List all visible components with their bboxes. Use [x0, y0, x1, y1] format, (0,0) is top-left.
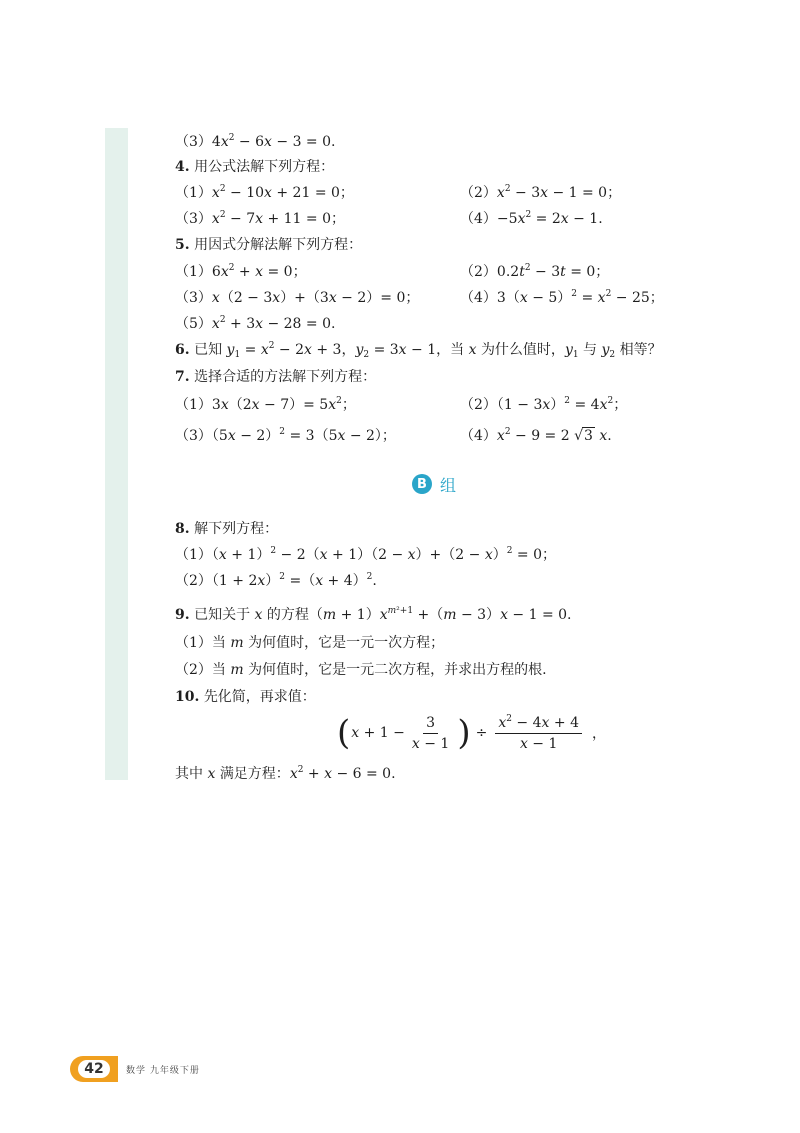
problem-4-heading	[175, 158, 334, 176]
page-number-badge	[70, 1056, 118, 1082]
problem-title: 用因式分解法解下列方程：	[194, 237, 363, 253]
problem-number: 9.	[175, 607, 190, 623]
problem-text: ，当	[436, 342, 465, 358]
problem-7-item-4: $(4)x^2 - 9 = 2$ √3 x.	[460, 427, 612, 444]
problem-9: 9. 已知关于 x 的方程$(m + 1)x^{m^2+1} +(m - 3)x - 1 = 0$.	[175, 606, 572, 623]
item-text: 为何值时，它是一元一次方程；	[248, 635, 445, 651]
problem-number: 8.	[175, 521, 190, 537]
problem-text: 的方程	[266, 607, 309, 623]
problem-title: 先化简，再求值：	[203, 689, 316, 705]
problem-number: 10.	[175, 689, 200, 705]
problem-5-item-2: $(2)0.2t^2 - 3t = 0$；	[460, 263, 610, 280]
problem-text: 相等？	[619, 342, 662, 358]
item-label: （2）	[460, 264, 497, 280]
problem-9-item-1: （1）当 m 为何值时，它是一元一次方程；	[175, 635, 445, 651]
item-label: （4）	[460, 290, 497, 306]
problem-10-condition: 其中 x 满足方程：$x^2 + x - 6 = 0$.	[175, 765, 396, 782]
item-label: （4）	[460, 428, 497, 444]
problem-5-heading	[175, 236, 362, 254]
problem-title: 选择合适的方法解下列方程：	[194, 369, 377, 385]
problem-text: 其中	[175, 766, 203, 782]
problem-title: 用公式法解下列方程：	[194, 159, 335, 175]
item-label: （3）	[175, 211, 212, 227]
problem-10-heading	[175, 688, 316, 706]
item-label: （3）	[175, 290, 212, 306]
problem-8-item-2: $(2)(1 + 2x)^2 =(x + 4)^2$.	[175, 572, 377, 589]
problem-5-item-4: $(4)3(x - 5)^2 = x^2 - 25$；	[460, 289, 664, 306]
item-text: 为何值时，它是一元二次方程，并求出方程的根.	[248, 662, 547, 678]
fraction: $\frac{3}{x - 1}$	[411, 714, 450, 752]
problem-7-item-3: $(3)(5x - 2)^2 = 3(5x - 2)$；	[175, 427, 396, 444]
problem-4-item-1: $(1)x^2 - 10x + 21 = 0$；	[175, 184, 354, 201]
item-label: （1）	[175, 185, 212, 201]
page-footer	[70, 1056, 200, 1082]
group-label: 组	[440, 475, 457, 495]
problem-8-item-1: $(1)(x + 1)^2 - 2(x + 1)(2 - x)+(2 - x)^2 = 0$；	[175, 546, 557, 563]
problem-4-item-2: $(2)x^2 - 3x - 1 = 0$；	[460, 184, 622, 201]
problem-text: 已知	[194, 342, 223, 358]
problem-5-item-1: $(1)6x^2 + x = 0$；	[175, 263, 307, 280]
fraction: $\frac{x^2 - 4x + 4}{x - 1}$	[495, 715, 582, 752]
item-label: （1）	[175, 547, 212, 563]
item-label: （2）	[460, 185, 497, 201]
problem-5-item-3: （3）x（2 − 3x）+（3x − 2）= 0；	[175, 290, 420, 306]
problem-9-item-2: （2）当 m 为何值时，它是一元二次方程，并求出方程的根.	[175, 662, 547, 678]
item-label: （2）	[460, 397, 497, 413]
problem-7-item-1: $(1)3x(2x - 7)= 5x^2$；	[175, 396, 356, 413]
problem-title: 解下列方程：	[194, 521, 279, 537]
item-label: （1）	[175, 264, 212, 280]
group-b-heading	[412, 473, 456, 495]
footer-book-title: 数学 九年级下册	[126, 1065, 200, 1076]
item-label: （3）	[175, 428, 212, 444]
problem-8-heading	[175, 520, 278, 538]
problem-6: 6. 已知 $y_1 = x^2 - 2x + 3$，$y_2 = 3x - 1$，当 x 为什么值时，$y_1$ 与 $y_2$ 相等？	[175, 341, 662, 360]
item-label: （2）	[175, 573, 212, 589]
problem-4-item-3: $(3)x^2 - 7x + 11 = 0$；	[175, 210, 345, 227]
problem-3-item-3: $(3)4x^2 - 6x - 3 = 0$.	[175, 133, 336, 150]
problem-7-heading	[175, 368, 376, 386]
problem-10-expression: ( x + 1 − $\frac{3}{x - 1}$ ) ÷ $\frac{x^2 - 4x + 4}{x - 1}$ ，	[337, 713, 606, 753]
problem-number: 4.	[175, 159, 190, 175]
page-number: 42	[78, 1060, 109, 1078]
problem-text: 与	[583, 342, 598, 358]
group-badge: B	[412, 474, 432, 494]
problem-5-item-5: $(5)x^2 + 3x - 28 = 0$.	[175, 315, 336, 332]
problem-number: 5.	[175, 237, 190, 253]
problem-4-item-4: $(4)-5x^2 = 2x - 1$.	[460, 210, 603, 227]
item-label: （4）	[460, 211, 497, 227]
problem-number: 6.	[175, 342, 190, 358]
problem-number: 7.	[175, 369, 190, 385]
item-label: （2）当	[175, 662, 226, 678]
item-label: （1）当	[175, 635, 226, 651]
side-band	[105, 128, 128, 780]
problem-text: 满足方程：	[219, 766, 290, 782]
item-label: （3）	[175, 134, 212, 150]
problem-text: 已知关于	[194, 607, 251, 623]
item-label: （5）	[175, 316, 212, 332]
problem-7-item-2: $(2)(1 - 3x)^2 = 4x^2$；	[460, 396, 628, 413]
item-label: （1）	[175, 397, 212, 413]
problem-text: 为什么值时，	[480, 342, 565, 358]
